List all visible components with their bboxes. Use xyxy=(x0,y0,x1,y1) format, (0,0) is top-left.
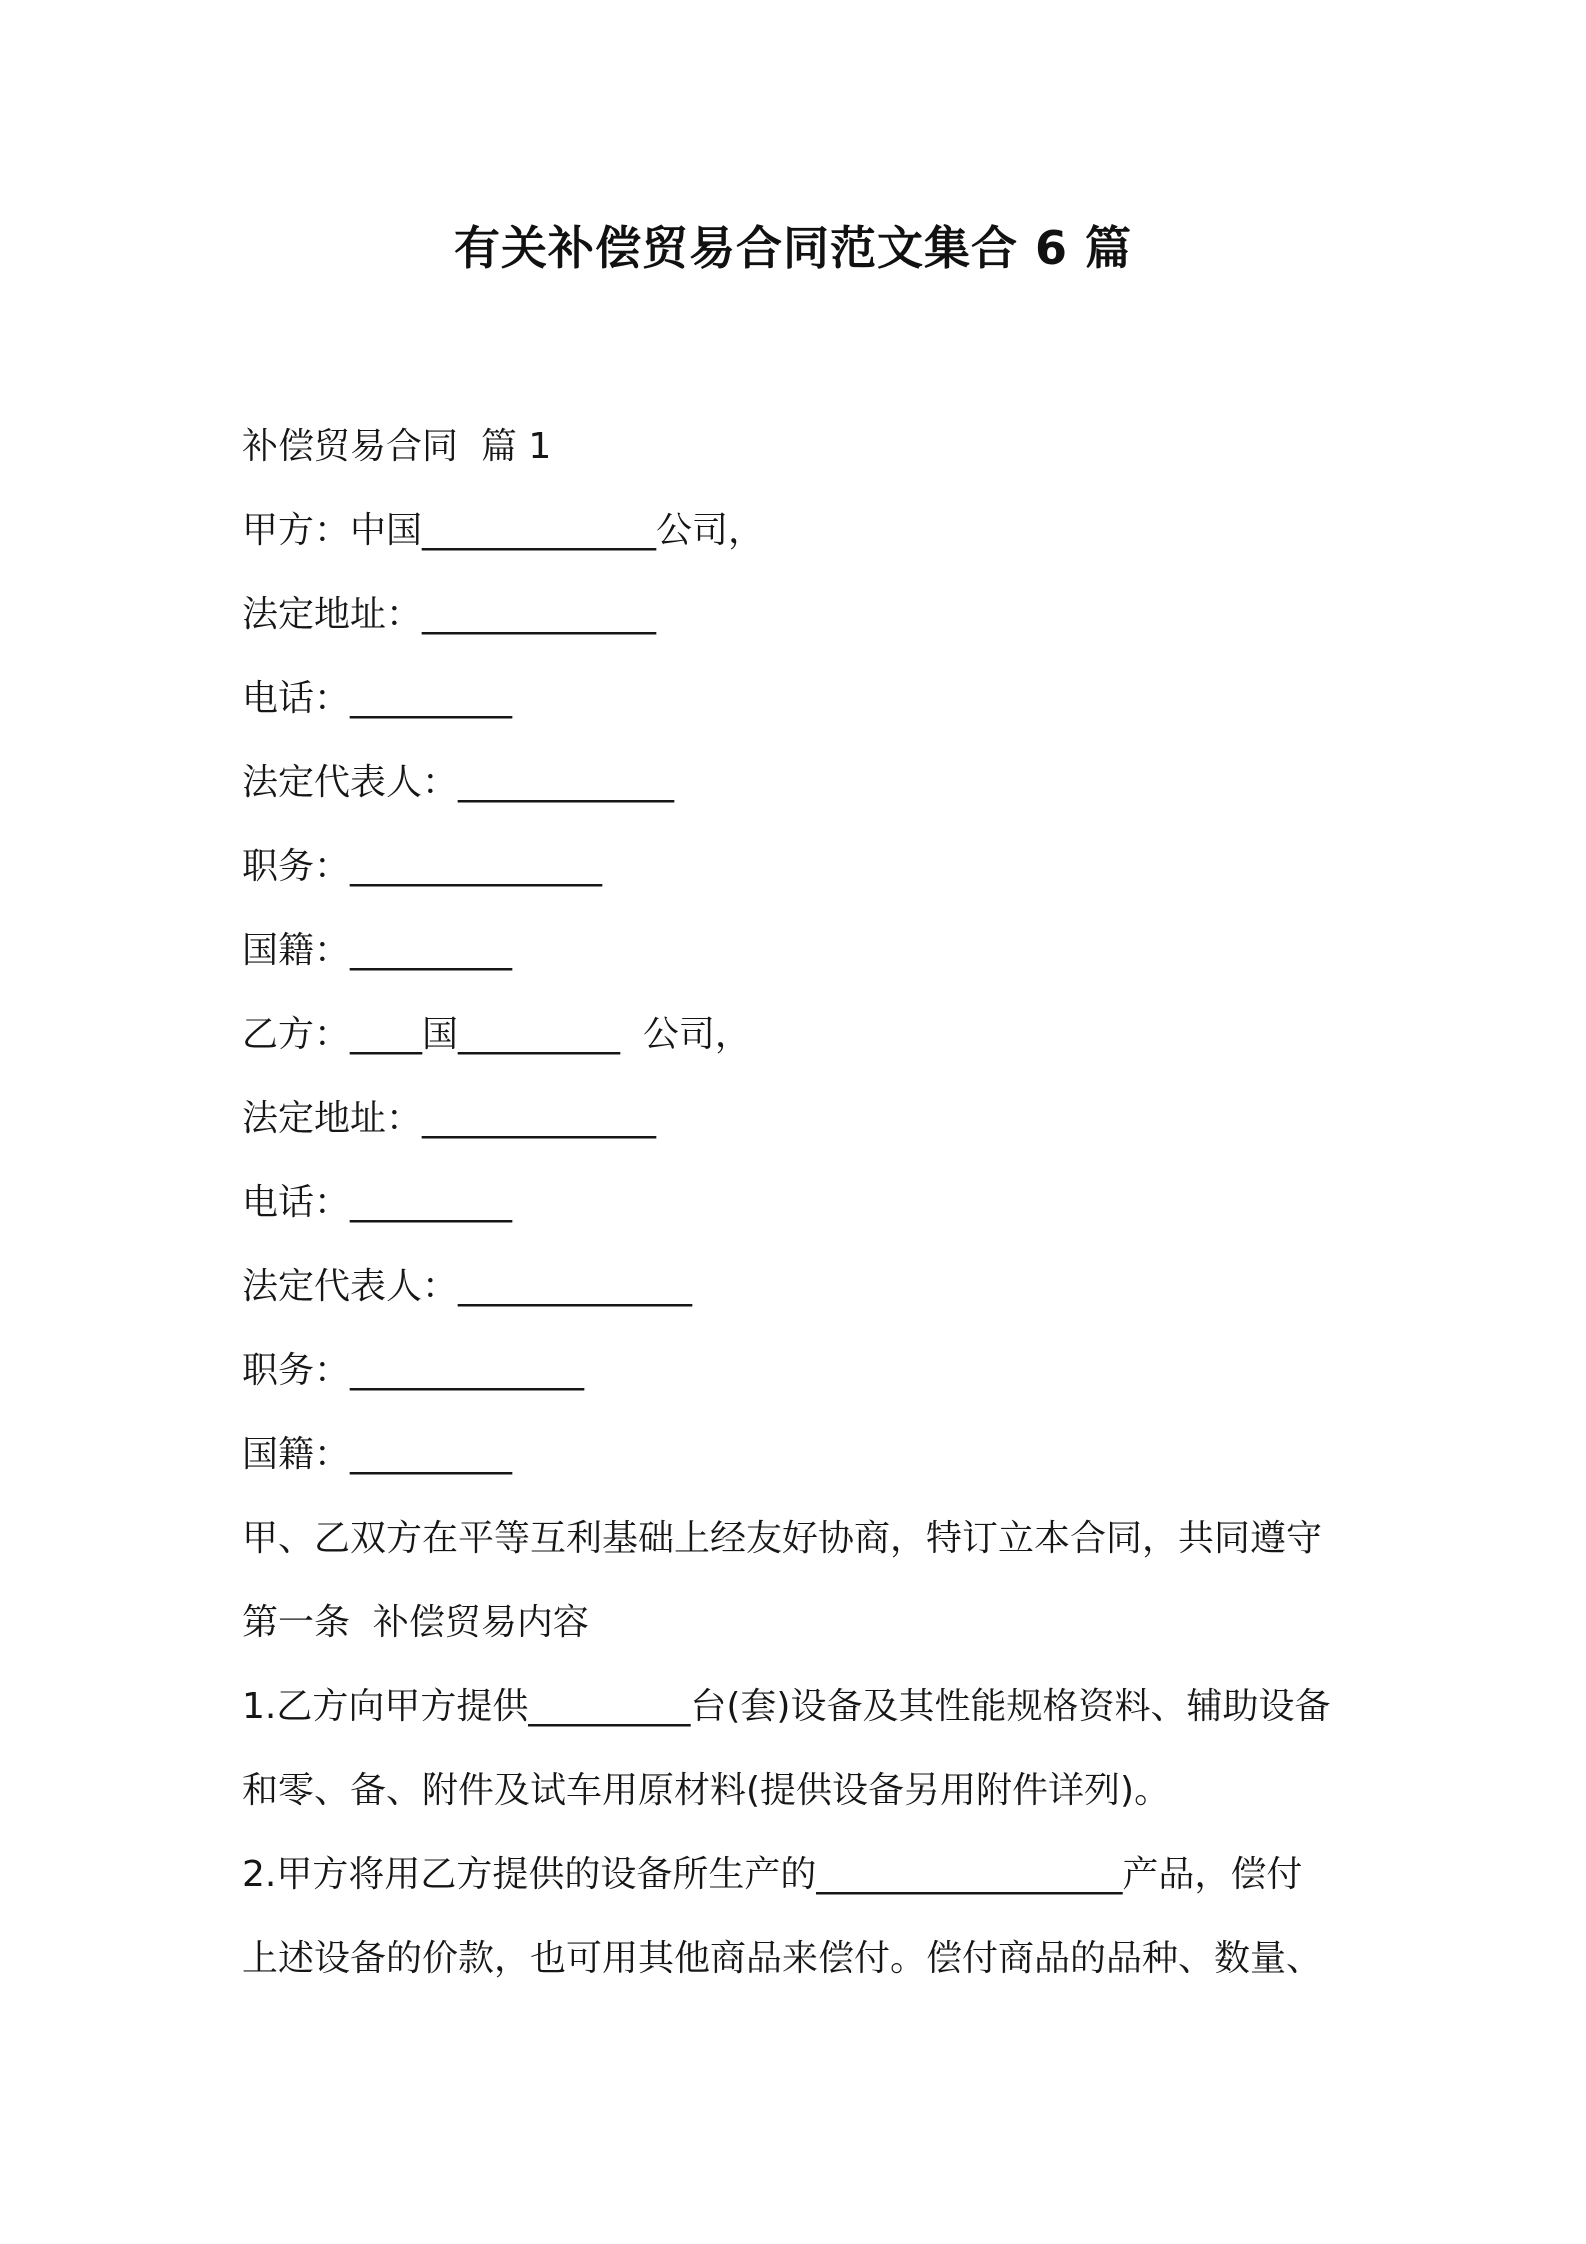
article-heading: 第一条 补偿贸易内容 xyxy=(242,1602,589,1643)
party-a-position: 职务：______________ xyxy=(242,846,603,887)
clause-text: 1.乙方向甲方提供_________台(套)设备及其性能规格资料、辅助设备 xyxy=(242,1686,1331,1727)
party-a-phone: 电话：_________ xyxy=(242,678,513,719)
party-b-position: 职务：_____________ xyxy=(242,1350,585,1391)
party-b-address: 法定地址：_____________ xyxy=(242,1098,657,1139)
document-title: 有关补偿贸易合同范文集合 6 篇 xyxy=(453,221,1133,275)
party-a-nationality: 国籍：_________ xyxy=(242,930,513,971)
clause-text: 上述设备的价款，也可用其他商品来偿付。偿付商品的品种、数量、 xyxy=(242,1938,1323,1979)
document-body xyxy=(242,405,1362,2001)
party-b-representative: 法定代表人：_____________ xyxy=(242,1266,693,1307)
clause-text: 和零、备、附件及试车用原材料(提供设备另用附件详列)。 xyxy=(242,1770,1171,1811)
party-a-representative: 法定代表人：____________ xyxy=(242,762,675,803)
clause-text: 2.甲方将用乙方提供的设备所生产的_________________产品，偿付 xyxy=(242,1854,1303,1895)
party-b-phone: 电话：_________ xyxy=(242,1182,513,1223)
party-a-address: 法定地址：_____________ xyxy=(242,594,657,635)
party-b-nationality: 国籍：_________ xyxy=(242,1434,513,1475)
preamble-text: 甲、乙双方在平等互利基础上经友好协商，特订立本合同，共同遵守 xyxy=(242,1518,1323,1559)
section-heading: 补偿贸易合同 篇 1 xyxy=(242,426,552,467)
party-b-name: 乙方：____国_________ 公司， xyxy=(242,1014,751,1055)
party-a-name: 甲方：中国_____________公司， xyxy=(242,510,765,551)
